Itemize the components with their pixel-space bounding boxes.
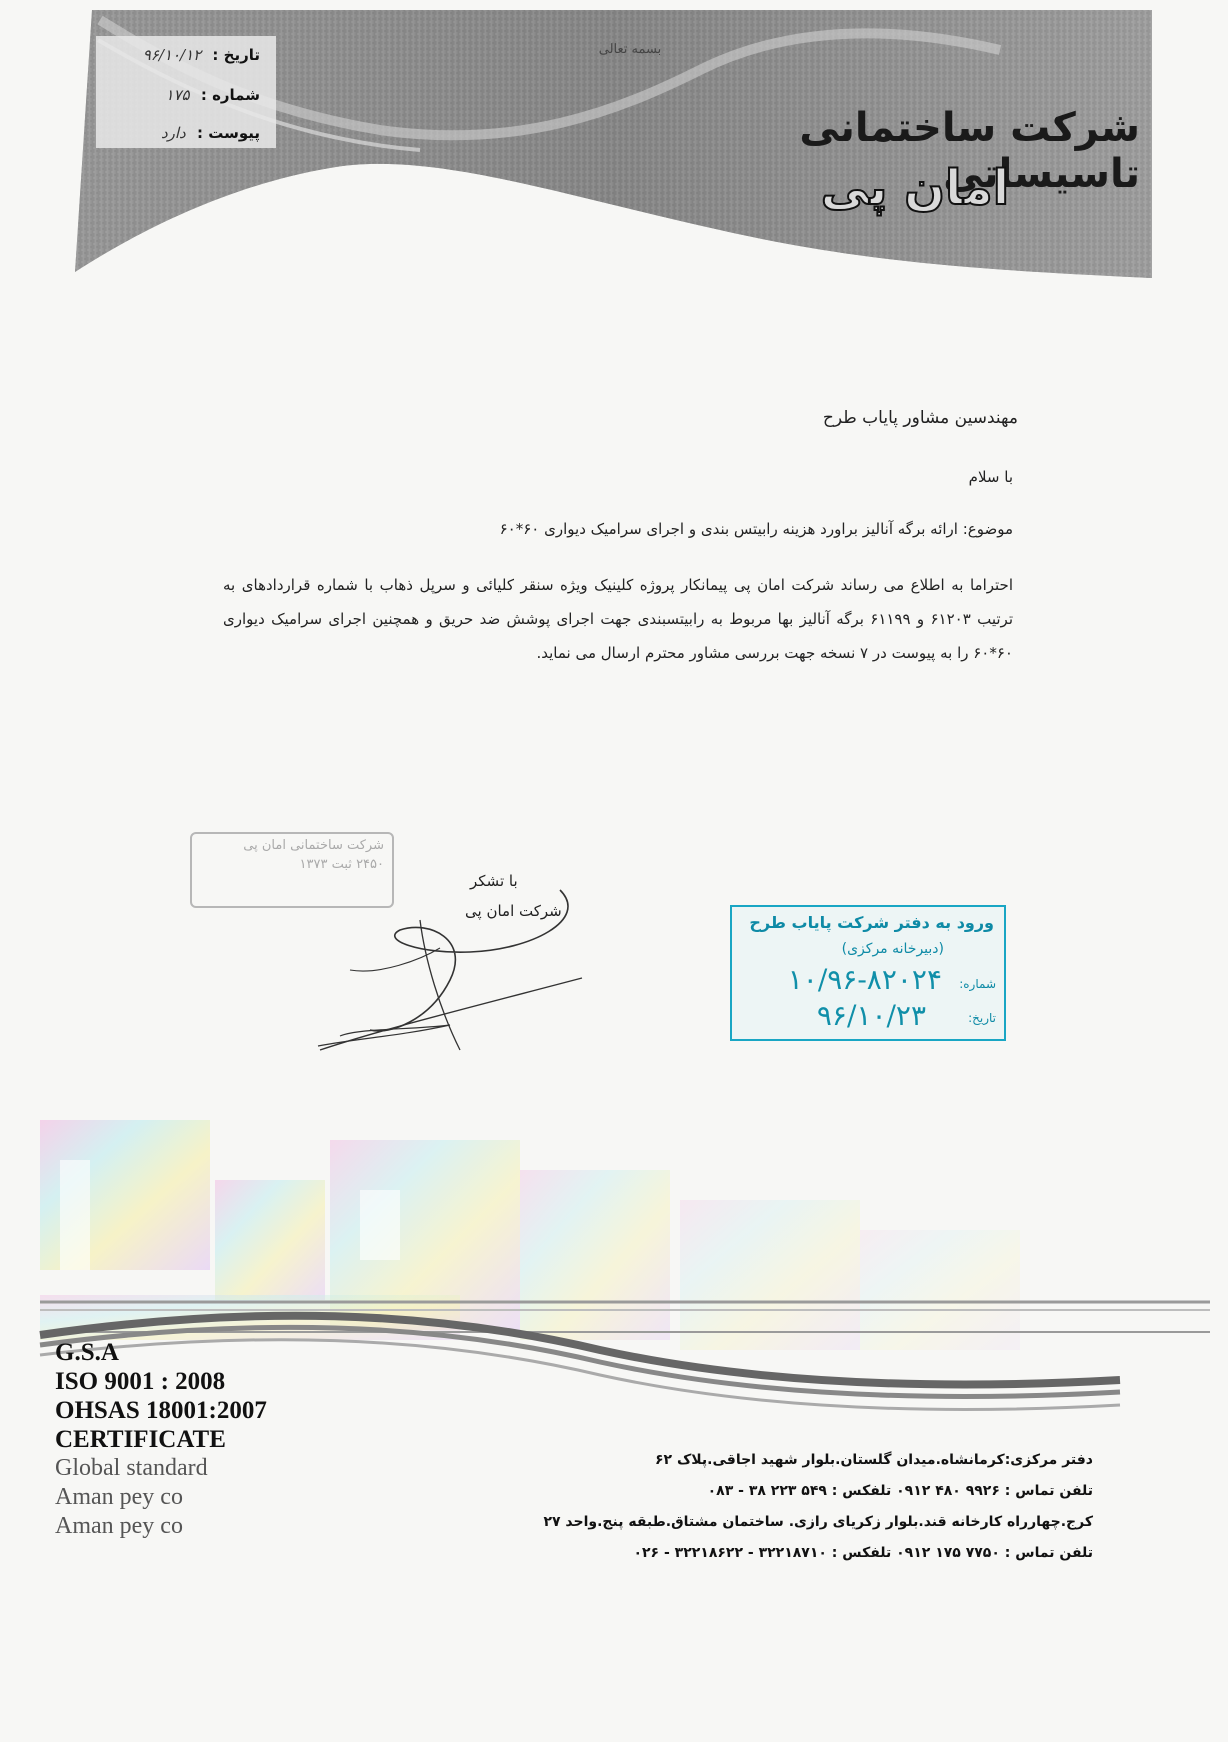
number-label: شماره : [200, 86, 260, 104]
cert-gsa: G.S.A [55, 1339, 119, 1366]
attachment-label: پیوست : [196, 124, 260, 142]
recipient-line: مهندسین مشاور پایاب طرح [822, 408, 1018, 428]
cert-aman-pey-2: Aman pey co [55, 1513, 183, 1539]
date-field [100, 46, 260, 64]
closing-thanks: با تشکر [470, 872, 518, 890]
cert-iso: ISO 9001 : 2008 [55, 1368, 226, 1395]
company-brand-logo: امان پی [820, 160, 1010, 216]
attachment-field [100, 124, 260, 142]
number-field [100, 86, 260, 104]
date-value: ۹۶/۱۰/۱۲ [142, 46, 202, 64]
closing-company: شرکت امان پی [465, 902, 562, 920]
karaj-office-address: کرج.چهارراه کارخانه قند.بلوار زکریای رازی. ساختمان مشتاق.طبقه پنج.واحد ۲۷ [543, 1514, 1093, 1530]
company-name: شرکت ساختمانی تاسیساتی [799, 105, 1140, 197]
karaj-office-phone: تلفن تماس : ۷۷۵۰ ۱۷۵ ۰۹۱۲ تلفکس : ۳۲۲۱۸۷۱۰ - ۳۲۲۱۸۶۲۲ - ۰۲۶ [633, 1545, 1093, 1561]
company-stamp-line2: ۲۴۵۰ ثبت ۱۳۷۳ [299, 857, 384, 872]
date-label: تاریخ : [212, 46, 260, 64]
besmellah-heading: بسمه تعالی [598, 42, 662, 57]
receipt-date-value: ۹۶/۱۰/۲۳ [816, 999, 926, 1032]
central-office-address: دفتر مرکزی:کرمانشاه.میدان گلستان.بلوار شهید اجاقی.پلاک ۶۲ [654, 1452, 1093, 1468]
central-office-phone: تلفن تماس : ۹۹۲۶ ۴۸۰ ۰۹۱۲ تلفکس : ۵۴۹ ۲۲۳ ۳۸ - ۰۸۳ [707, 1483, 1093, 1499]
cert-certificate: CERTIFICATE [55, 1426, 226, 1453]
number-value: ۱۷۵ [165, 86, 190, 104]
receipt-stamp-title: ورود به دفتر شرکت پایاب طرح [749, 913, 994, 932]
subject-line: موضوع: ارائه برگه آنالیز براورد هزینه رابیتس بندی و اجرای سرامیک دیواری ۶۰*۶۰ [499, 520, 1013, 538]
receipt-stamp [730, 905, 1006, 1041]
attachment-value: دارد [160, 124, 186, 142]
company-stamp-line1: شرکت ساختمانی امان پی [243, 838, 384, 853]
receipt-number-label: شماره: [959, 977, 996, 991]
certification-block [55, 1338, 295, 1541]
cert-global-standard: Global standard [55, 1455, 208, 1481]
cert-ohsas: OHSAS 18001:2007 [55, 1397, 267, 1424]
contact-info [393, 1445, 1093, 1569]
receipt-stamp-subtitle: (دبیرخانه مرکزی) [841, 941, 944, 957]
cert-aman-pey-1: Aman pey co [55, 1484, 183, 1510]
receipt-date-label: تاریخ: [968, 1011, 996, 1025]
receipt-number-value: ۱۰/۹۶-۸۲۰۲۴ [787, 963, 942, 996]
letter-body: احتراما به اطلاع می رساند شرکت امان پی پیمانکار پروژه کلینیک ویژه سنقر کلیائی و سرپل ذهاب با شماره قراردادهای به ترتیب ۶۱۲۰۳ و ۶۱۱۹۹ برگه آنالیز بها مربوط به رابیتسبندی جهت اجرای پوشش ضد حریق و همچنین اجرای سرامیک دیواری ۶۰*۶۰ را به پیوست در ۷ نسخه جهت بررسی مشاور محترم ارسال می نماید. [223, 576, 1013, 662]
signature [300, 860, 600, 1060]
greeting-line: با سلام [968, 468, 1013, 486]
